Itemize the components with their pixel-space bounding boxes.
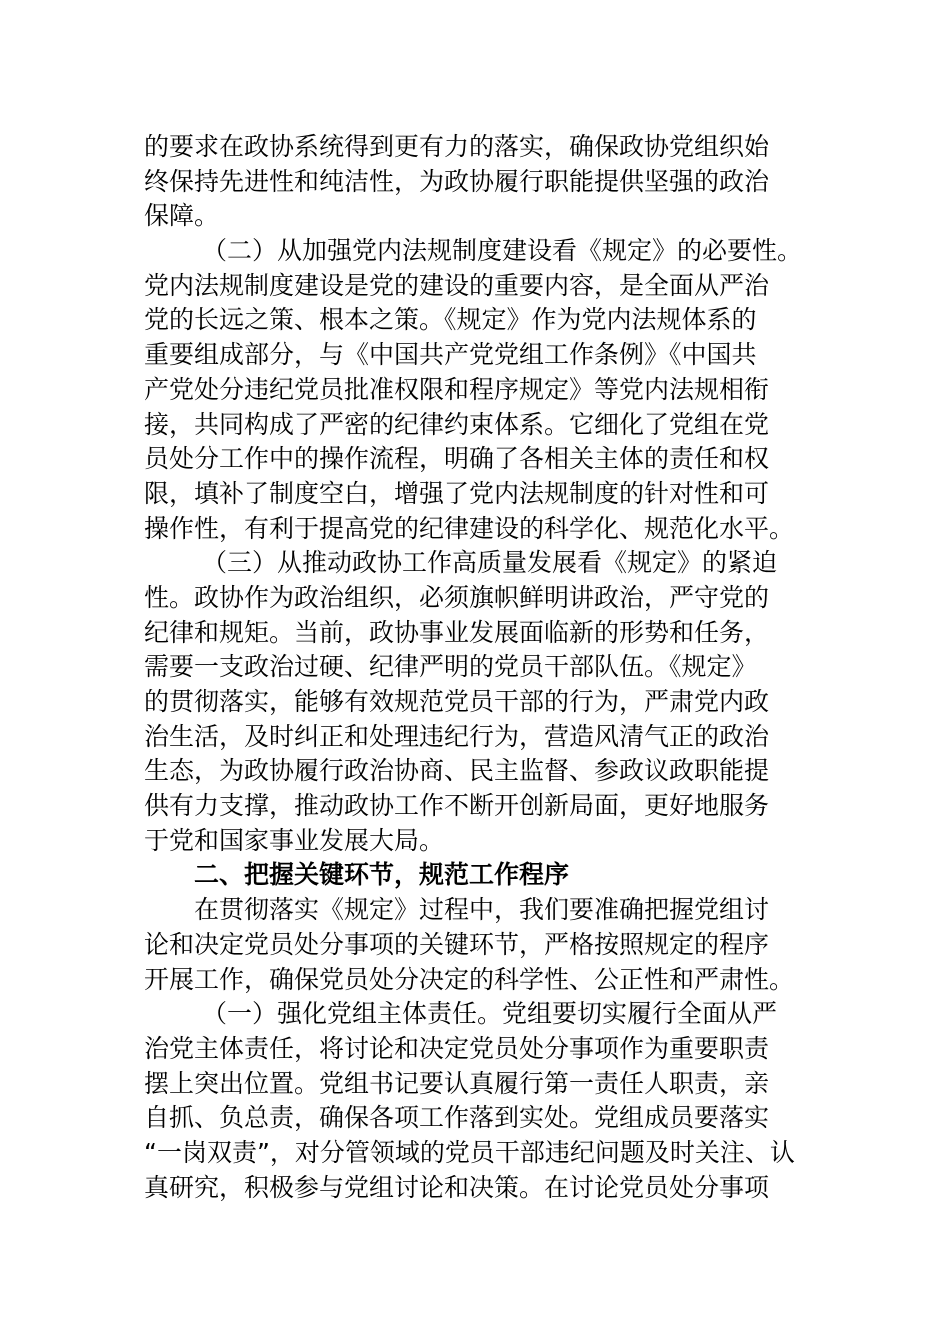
text-line: 接，共同构成了严密的纪律约束体系。它细化了党组在党 [144,409,770,439]
text-line: 党的长远之策、根本之策。《规定》作为党内法规体系的 [144,305,757,335]
text-line: 治党主体责任，将讨论和决定党员处分事项作为重要职责 [144,1033,770,1063]
text-line: 生态，为政协履行政治协商、民主监督、参政议政职能提 [144,756,770,786]
text-line: 保障。 [144,201,220,231]
paragraph-start-line: （一）强化党组主体责任。党组要切实履行全面从严 [202,999,778,1029]
text-line: 供有力支撑，推动政协工作不断开创新局面，更好地服务 [144,791,770,821]
paragraph-start-line: （三）从推动政协工作高质量发展看《规定》的紧迫 [202,548,778,578]
paragraph-start-line: （二）从加强党内法规制度建设看《规定》的必要性。 [202,236,803,266]
text-line: 产党处分违纪党员批准权限和程序规定》等党内法规相衔 [144,374,770,404]
text-line: “一岗双责”，对分管领域的党员干部违纪问题及时关注、认 [144,1137,795,1167]
paragraph-start-line: 在贯彻落实《规定》过程中，我们要准确把握党组讨 [194,895,770,925]
text-line: 党内法规制度建设是党的建设的重要内容，是全面从严治 [144,270,770,300]
text-line: 治生活，及时纠正和处理违纪行为，营造风清气正的政治 [144,721,770,751]
text-line: 开展工作，确保党员处分决定的科学性、公正性和严肃性。 [144,964,795,994]
text-line: 论和决定党员处分事项的关键环节，严格按照规定的程序 [144,929,770,959]
body-text [144,130,814,1205]
text-line: 于党和国家事业发展大局。 [144,825,445,855]
text-line: 需要一支政治过硬、纪律严明的党员干部队伍。《规定》 [144,652,757,682]
text-line: 的要求在政协系统得到更有力的落实，确保政协党组织始 [144,132,770,161]
section-heading: 二、把握关键环节，规范工作程序 [194,860,570,890]
text-line: 纪律和规矩。当前，政协事业发展面临新的形势和任务， [144,617,770,647]
text-line: 员处分工作中的操作流程，明确了各相关主体的责任和权 [144,444,770,474]
text-line: 真研究，积极参与党组讨论和决策。在讨论党员处分事项 [144,1172,770,1202]
text-line: 自抓、负总责，确保各项工作落到实处。党组成员要落实 [144,1103,770,1133]
text-line: 重要组成部分，与《中国共产党党组工作条例》《中国共 [144,340,757,370]
text-line: 操作性，有利于提高党的纪律建设的科学化、规范化水平。 [144,513,795,543]
text-line: 限，填补了制度空白，增强了党内法规制度的针对性和可 [144,478,770,508]
text-line: 摆上突出位置。党组书记要认真履行第一责任人职责，亲 [144,1068,770,1098]
text-line: 终保持先进性和纯洁性，为政协履行职能提供坚强的政治 [144,166,770,196]
text-line: 的贯彻落实，能够有效规范党员干部的行为，严肃党内政 [144,687,770,716]
text-line: 性。政协作为政治组织，必须旗帜鲜明讲政治，严守党的 [144,582,770,612]
